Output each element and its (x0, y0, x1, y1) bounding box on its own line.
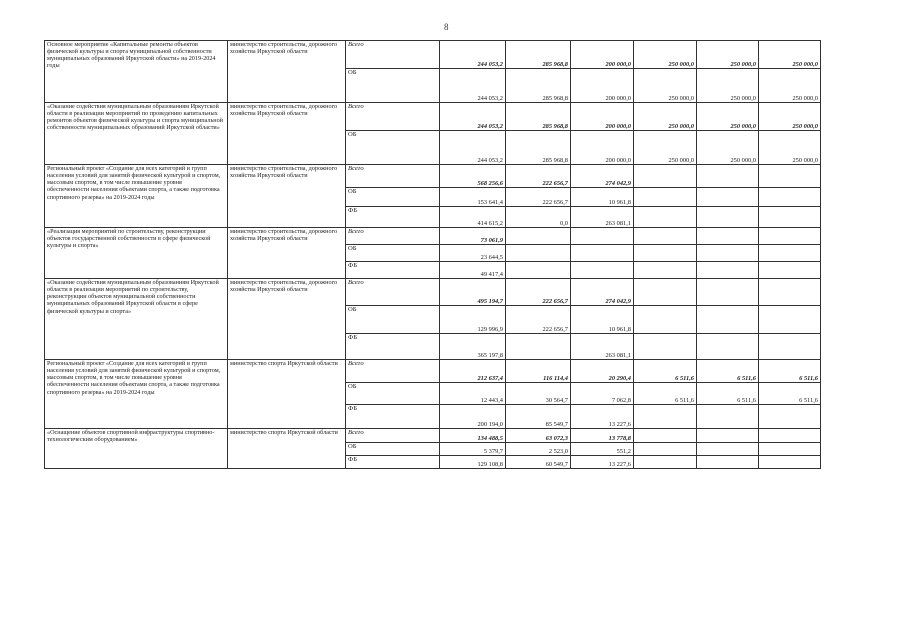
amount-cell: 5 379,7 (440, 443, 506, 456)
amount-cell: 10 961,8 (571, 188, 634, 207)
amount-cell: 20 290,4 (571, 360, 634, 383)
funding-source: ФБ (346, 262, 440, 279)
amount-cell: 129 108,8 (440, 456, 506, 469)
amount-cell: 129 996,9 (440, 306, 506, 334)
executor: министерство строительства, дорожного хозяйства Иркутской области (228, 41, 346, 103)
funding-source: ОБ (346, 245, 440, 262)
activity-description: Региональный проект «Создание для всех категорий и групп населения условий для занятий физической культурой и спортом, массовым спортом, в том числе повышение уровня обеспеченности населения объектами спорта, а также подготовка спортивного резерва» на 2019-2024 годы (45, 360, 228, 429)
amount-cell: 153 641,4 (440, 188, 506, 207)
amount-cell: 134 488,5 (440, 429, 506, 443)
executor: министерство строительства, дорожного хозяйства Иркутской области (228, 279, 346, 360)
executor: министерство строительства, дорожного хозяйства Иркутской области (228, 228, 346, 279)
amount-cell (506, 245, 571, 262)
amount-cell (697, 165, 759, 188)
amount-cell (634, 188, 697, 207)
amount-cell (634, 165, 697, 188)
amount-cell: 7 062,8 (571, 383, 634, 405)
amount-cell: 263 081,1 (571, 207, 634, 228)
executor: министерство строительства, дорожного хозяйства Иркутской области (228, 165, 346, 228)
amount-cell (634, 405, 697, 429)
activity-description: Региональный проект «Создание для всех категорий и групп населения условий для занятий физической культурой и спортом, массовым спортом, в том числе повышение уровня обеспеченности населения объектами спорта, а также подготовка спортивного резерва» на 2019-2024 годы (45, 165, 228, 228)
amount-cell: 263 081,1 (571, 334, 634, 360)
amount-cell: 212 637,4 (440, 360, 506, 383)
amount-cell: 568 256,6 (440, 165, 506, 188)
amount-cell: 244 053,2 (440, 41, 506, 69)
amount-cell (634, 429, 697, 443)
amount-cell: 551,2 (571, 443, 634, 456)
amount-cell: 222 656,7 (506, 165, 571, 188)
funding-source: ОБ (346, 306, 440, 334)
activity-description: Основное мероприятие «Капитальные ремонты объектов физической культуры и спорта муниципальной собственности муниципальных образований Иркутской области» на 2019-2024 годы (45, 41, 228, 103)
funding-source: Всего (346, 41, 440, 69)
funding-source: Всего (346, 228, 440, 245)
amount-cell: 12 443,4 (440, 383, 506, 405)
amount-cell: 6 511,6 (697, 383, 759, 405)
amount-cell (697, 245, 759, 262)
amount-cell: 250 000,0 (634, 103, 697, 131)
amount-cell: 250 000,0 (697, 103, 759, 131)
amount-cell (634, 207, 697, 228)
amount-cell: 250 000,0 (759, 103, 821, 131)
executor: министерство спорта Иркутской области (228, 360, 346, 429)
amount-cell: 49 417,4 (440, 262, 506, 279)
amount-cell (697, 429, 759, 443)
amount-cell (759, 456, 821, 469)
amount-cell: 250 000,0 (634, 41, 697, 69)
amount-cell (634, 306, 697, 334)
amount-cell (759, 334, 821, 360)
amount-cell (506, 334, 571, 360)
amount-cell: 200 000,0 (571, 69, 634, 103)
funding-source: ФБ (346, 456, 440, 469)
amount-cell: 6 511,6 (759, 383, 821, 405)
amount-cell: 13 227,6 (571, 456, 634, 469)
funding-source: ОБ (346, 69, 440, 103)
funding-source: ОБ (346, 131, 440, 165)
amount-cell: 250 000,0 (759, 41, 821, 69)
amount-cell: 6 511,6 (759, 360, 821, 383)
amount-cell (634, 245, 697, 262)
amount-cell (697, 207, 759, 228)
page-number: 8 (444, 22, 449, 32)
funding-source: Всего (346, 165, 440, 188)
table-row (45, 103, 821, 131)
amount-cell: 200 194,0 (440, 405, 506, 429)
amount-cell: 10 961,8 (571, 306, 634, 334)
amount-cell: 250 000,0 (697, 131, 759, 165)
activity-description: «Оказание содействия муниципальным образованиям Иркутской области в реализации мероприятий по проведению капитальных ремонтов объектов физической культуры и спорта муниципальной собственности муниципальных образований Иркутской области» (45, 103, 228, 165)
activity-description: «Оснащение объектов спортивной инфраструктуры спортивно-технологическим оборудованием» (45, 429, 228, 469)
amount-cell (759, 207, 821, 228)
amount-cell: 63 072,3 (506, 429, 571, 443)
table-row (45, 429, 821, 443)
funding-source: ОБ (346, 443, 440, 456)
table-row (45, 279, 821, 306)
amount-cell: 365 197,8 (440, 334, 506, 360)
amount-cell (634, 334, 697, 360)
activity-description: «Реализация мероприятий по строительству, реконструкции объектов государственной собственности в сфере физической культуры и спорта» (45, 228, 228, 279)
amount-cell (697, 188, 759, 207)
amount-cell (697, 262, 759, 279)
amount-cell: 244 053,2 (440, 69, 506, 103)
amount-cell: 285 968,8 (506, 41, 571, 69)
amount-cell: 13 227,6 (571, 405, 634, 429)
amount-cell (697, 405, 759, 429)
funding-source: ФБ (346, 405, 440, 429)
amount-cell: 116 114,4 (506, 360, 571, 383)
table-row (45, 228, 821, 245)
amount-cell (759, 188, 821, 207)
amount-cell: 2 523,0 (506, 443, 571, 456)
amount-cell: 250 000,0 (634, 69, 697, 103)
funding-source: ФБ (346, 334, 440, 360)
table-row (45, 41, 821, 69)
executor: министерство спорта Иркутской области (228, 429, 346, 469)
amount-cell (634, 279, 697, 306)
amount-cell: 250 000,0 (697, 69, 759, 103)
amount-cell: 274 042,9 (571, 165, 634, 188)
amount-cell: 200 000,0 (571, 103, 634, 131)
budget-table-body (45, 41, 821, 469)
amount-cell: 495 194,7 (440, 279, 506, 306)
executor: министерство строительства, дорожного хозяйства Иркутской области (228, 103, 346, 165)
amount-cell: 414 615,2 (440, 207, 506, 228)
amount-cell: 285 968,8 (506, 103, 571, 131)
amount-cell (571, 228, 634, 245)
amount-cell (506, 228, 571, 245)
funding-source: Всего (346, 279, 440, 306)
amount-cell: 6 511,6 (634, 360, 697, 383)
amount-cell (759, 306, 821, 334)
amount-cell (697, 456, 759, 469)
amount-cell (759, 165, 821, 188)
amount-cell (759, 228, 821, 245)
amount-cell: 30 564,7 (506, 383, 571, 405)
funding-source: ОБ (346, 188, 440, 207)
amount-cell (759, 443, 821, 456)
amount-cell: 274 042,9 (571, 279, 634, 306)
table-row (45, 360, 821, 383)
amount-cell: 250 000,0 (697, 41, 759, 69)
amount-cell: 73 061,9 (440, 228, 506, 245)
amount-cell (759, 429, 821, 443)
amount-cell: 200 000,0 (571, 131, 634, 165)
amount-cell (697, 306, 759, 334)
amount-cell (759, 245, 821, 262)
budget-table (44, 40, 821, 469)
amount-cell (506, 262, 571, 279)
amount-cell: 13 778,8 (571, 429, 634, 443)
amount-cell (634, 456, 697, 469)
amount-cell: 285 968,8 (506, 69, 571, 103)
funding-source: Всего (346, 429, 440, 443)
amount-cell: 250 000,0 (634, 131, 697, 165)
amount-cell: 222 656,7 (506, 188, 571, 207)
amount-cell (634, 262, 697, 279)
amount-cell: 85 549,7 (506, 405, 571, 429)
amount-cell: 250 000,0 (759, 131, 821, 165)
amount-cell: 6 511,6 (697, 360, 759, 383)
funding-source: Всего (346, 360, 440, 383)
amount-cell: 200 000,0 (571, 41, 634, 69)
amount-cell (634, 228, 697, 245)
amount-cell: 250 000,0 (759, 69, 821, 103)
amount-cell: 0,0 (506, 207, 571, 228)
amount-cell: 60 549,7 (506, 456, 571, 469)
amount-cell (571, 262, 634, 279)
amount-cell: 23 644,5 (440, 245, 506, 262)
amount-cell (759, 279, 821, 306)
amount-cell (634, 443, 697, 456)
funding-source: ОБ (346, 383, 440, 405)
amount-cell (759, 405, 821, 429)
amount-cell (697, 334, 759, 360)
amount-cell: 222 656,7 (506, 279, 571, 306)
funding-source: Всего (346, 103, 440, 131)
amount-cell (697, 279, 759, 306)
amount-cell (697, 228, 759, 245)
funding-source: ФБ (346, 207, 440, 228)
amount-cell: 222 656,7 (506, 306, 571, 334)
table-row (45, 165, 821, 188)
amount-cell: 6 511,6 (634, 383, 697, 405)
activity-description: «Оказание содействия муниципальным образованиям Иркутской области в реализации мероприятий по строительству, реконструкции объектов муниципальной собственности муниципальных образований Иркутской области в сфере физической культуры и спорта» (45, 279, 228, 360)
amount-cell (697, 443, 759, 456)
amount-cell: 285 968,8 (506, 131, 571, 165)
amount-cell: 244 053,2 (440, 103, 506, 131)
amount-cell: 244 053,2 (440, 131, 506, 165)
amount-cell (759, 262, 821, 279)
amount-cell (571, 245, 634, 262)
